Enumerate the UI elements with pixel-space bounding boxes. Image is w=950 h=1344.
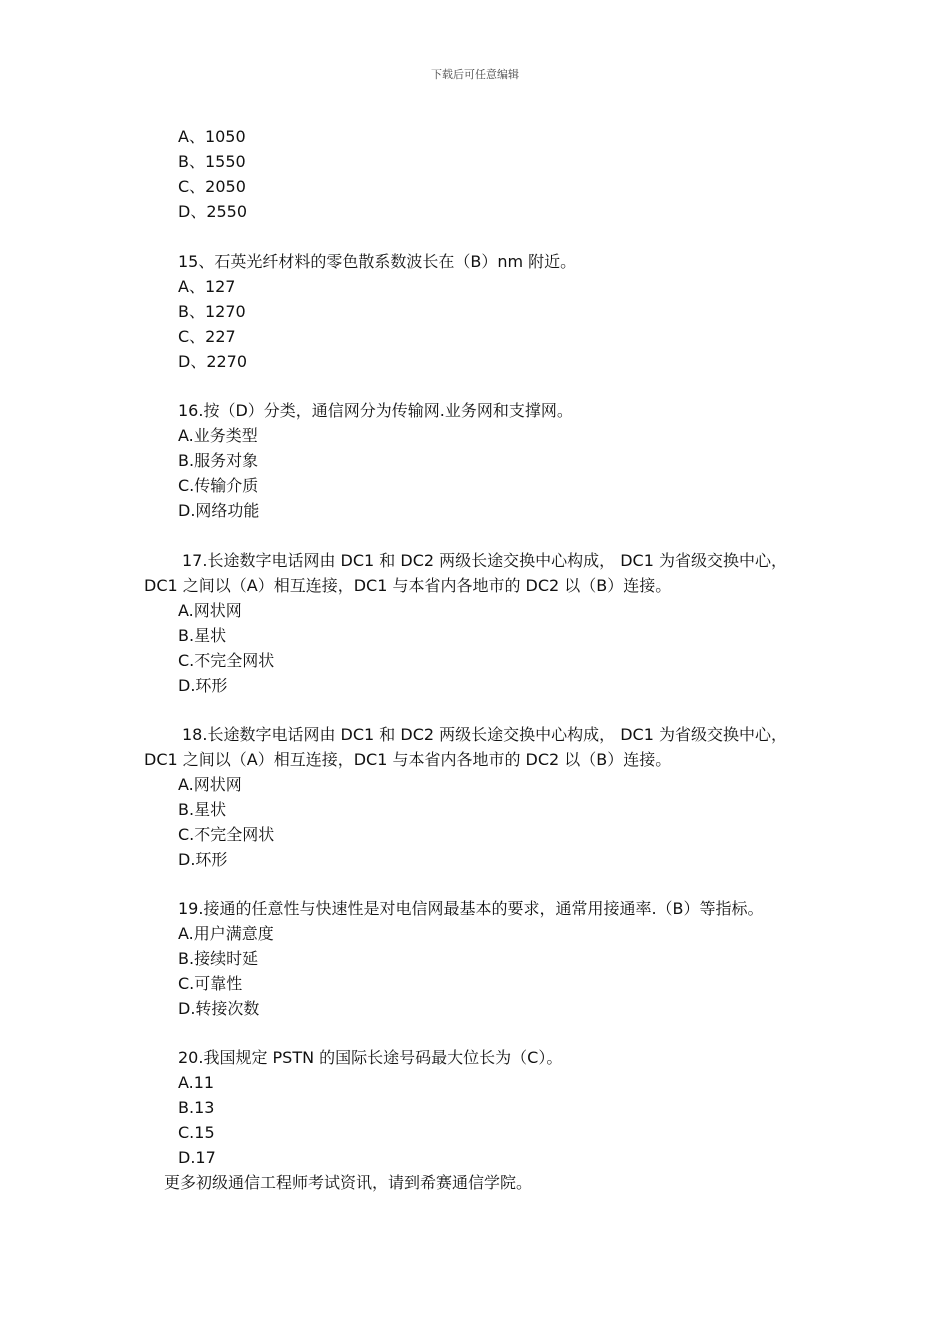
q19-option-a: A.用户满意度 xyxy=(178,924,274,943)
q14-option-b: B、1550 xyxy=(178,152,246,171)
q17-option-b: B.星状 xyxy=(178,626,227,645)
q14-option-c: C、2050 xyxy=(178,177,246,196)
q14-option-a: A、1050 xyxy=(178,127,246,146)
q16-option-d: D.网络功能 xyxy=(178,501,260,520)
q20-option-b: B.13 xyxy=(178,1098,215,1117)
q20-question: 20.我国规定 PSTN 的国际长途号码最大位长为（C）。 xyxy=(178,1048,563,1067)
q18-option-c: C.不完全网状 xyxy=(178,825,275,844)
q16-question: 16.按（D）分类，通信网分为传输网.业务网和支撑网。 xyxy=(178,401,573,420)
q15-option-b: B、1270 xyxy=(178,302,246,321)
q20-option-d: D.17 xyxy=(178,1148,216,1167)
q15-option-d: D、2270 xyxy=(178,352,248,371)
q19-option-b: B.接续时延 xyxy=(178,949,259,968)
q17-question-line1: 17.长途数字电话网由 DC1 和 DC2 两级长途交换中心构成， DC1 为省级交换中心， xyxy=(182,551,787,570)
footer-note: 更多初级通信工程师考试资讯，请到希赛通信学院。 xyxy=(164,1173,533,1192)
q19-question: 19.接通的任意性与快速性是对电信网最基本的要求，通常用接通率.（B）等指标。 xyxy=(178,899,764,918)
q18-option-a: A.网状网 xyxy=(178,775,242,794)
q19-option-c: C.可靠性 xyxy=(178,974,243,993)
q16-option-a: A.业务类型 xyxy=(178,426,258,445)
q20-option-a: A.11 xyxy=(178,1073,215,1092)
q19-option-d: D.转接次数 xyxy=(178,999,260,1018)
q15-option-c: C、227 xyxy=(178,327,236,346)
q18-question-line2: DC1 之间以（A）相互连接，DC1 与本省内各地市的 DC2 以（B）连接。 xyxy=(144,750,672,769)
q15-question: 15、石英光纤材料的零色散系数波长在（B）nm 附近。 xyxy=(178,252,577,271)
q17-option-c: C.不完全网状 xyxy=(178,651,275,670)
q16-option-c: C.传输介质 xyxy=(178,476,259,495)
q20-option-c: C.15 xyxy=(178,1123,215,1142)
q18-question-line1: 18.长途数字电话网由 DC1 和 DC2 两级长途交换中心构成， DC1 为省级交换中心， xyxy=(182,725,787,744)
q15-option-a: A、127 xyxy=(178,277,236,296)
q17-option-d: D.环形 xyxy=(178,676,228,695)
q18-option-d: D.环形 xyxy=(178,850,228,869)
page-header: 下载后可任意编辑 xyxy=(431,68,519,81)
q18-option-b: B.星状 xyxy=(178,800,227,819)
q16-option-b: B.服务对象 xyxy=(178,451,259,470)
q17-option-a: A.网状网 xyxy=(178,601,242,620)
q17-question-line2: DC1 之间以（A）相互连接，DC1 与本省内各地市的 DC2 以（B）连接。 xyxy=(144,576,672,595)
q14-option-d: D、2550 xyxy=(178,202,248,221)
